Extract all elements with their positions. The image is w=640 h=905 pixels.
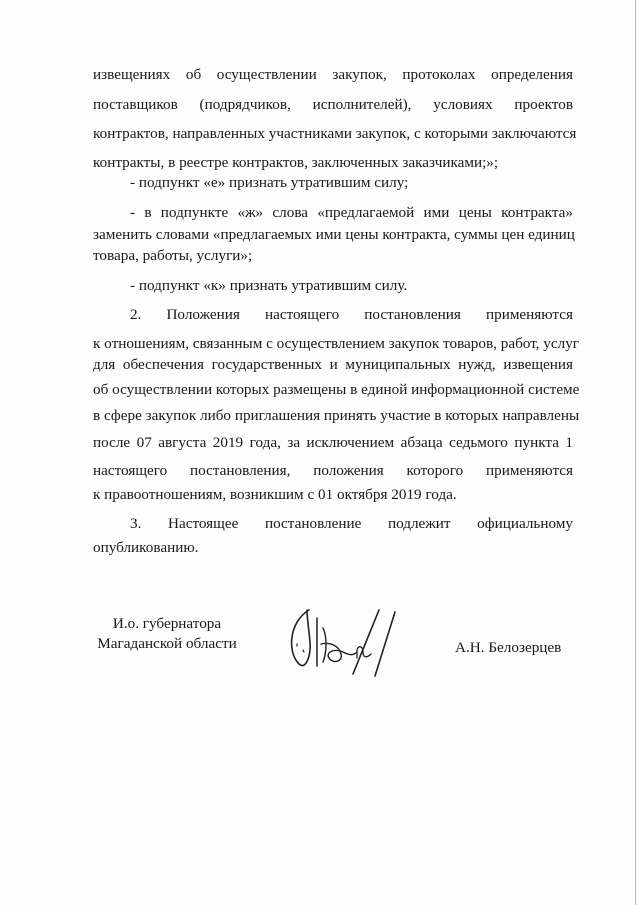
text-line-5: - подпункт «е» признать утратившим силу; [130, 174, 409, 191]
signer-name: А.Н. Белозерцев [455, 639, 562, 656]
signer-position-line-2: Магаданской области [97, 635, 237, 652]
text-line-19: опубликованию. [93, 539, 199, 556]
text-line-2: поставщиков (подрядчиков, исполнителей), условиях проектов [93, 96, 573, 113]
text-line-17: к правоотношениям, возникшим с 01 октября 2019 года. [93, 486, 457, 503]
text-line-9: - подпункт «к» признать утратившим силу. [130, 277, 408, 294]
text-line-12: для обеспечения государственных и муниципальных нужд, извещения [93, 356, 573, 373]
text-line-7: заменить словами «предлагаемых ими цены контракта, суммы цен единиц [93, 226, 575, 243]
signer-position-line-1: И.о. губернатора [112, 615, 222, 632]
text-line-14: в сфере закупок либо приглашения принять участие в которых направлены [93, 407, 580, 424]
text-line-11: к отношениям, связанным с осуществлением закупок товаров, работ, услуг [93, 335, 580, 352]
text-line-10: 2. Положения настоящего постановления применяются [130, 306, 573, 323]
text-line-6: - в подпункте «ж» слова «предлагаемой ими цены контракта» [130, 204, 573, 221]
text-line-16: настоящего постановления, положения которого применяются [93, 462, 573, 479]
page-edge-line [635, 0, 636, 905]
text-line-15: после 07 августа 2019 года, за исключением абзаца седьмого пункта 1 [93, 434, 573, 451]
text-line-18: 3. Настоящее постановление подлежит официальному [130, 515, 573, 532]
text-line-8: товара, работы, услуги»; [93, 247, 253, 264]
text-line-3: контрактов, направленных участниками закупок, с которыми заключаются [93, 125, 577, 142]
text-line-4: контракты, в реестре контрактов, заключенных заказчиками;»; [93, 154, 499, 171]
handwritten-signature [283, 600, 413, 680]
text-line-1: извещениях об осуществлении закупок, протоколах определения [93, 66, 573, 83]
text-line-13: об осуществлении которых размещены в единой информационной системе [93, 381, 580, 398]
